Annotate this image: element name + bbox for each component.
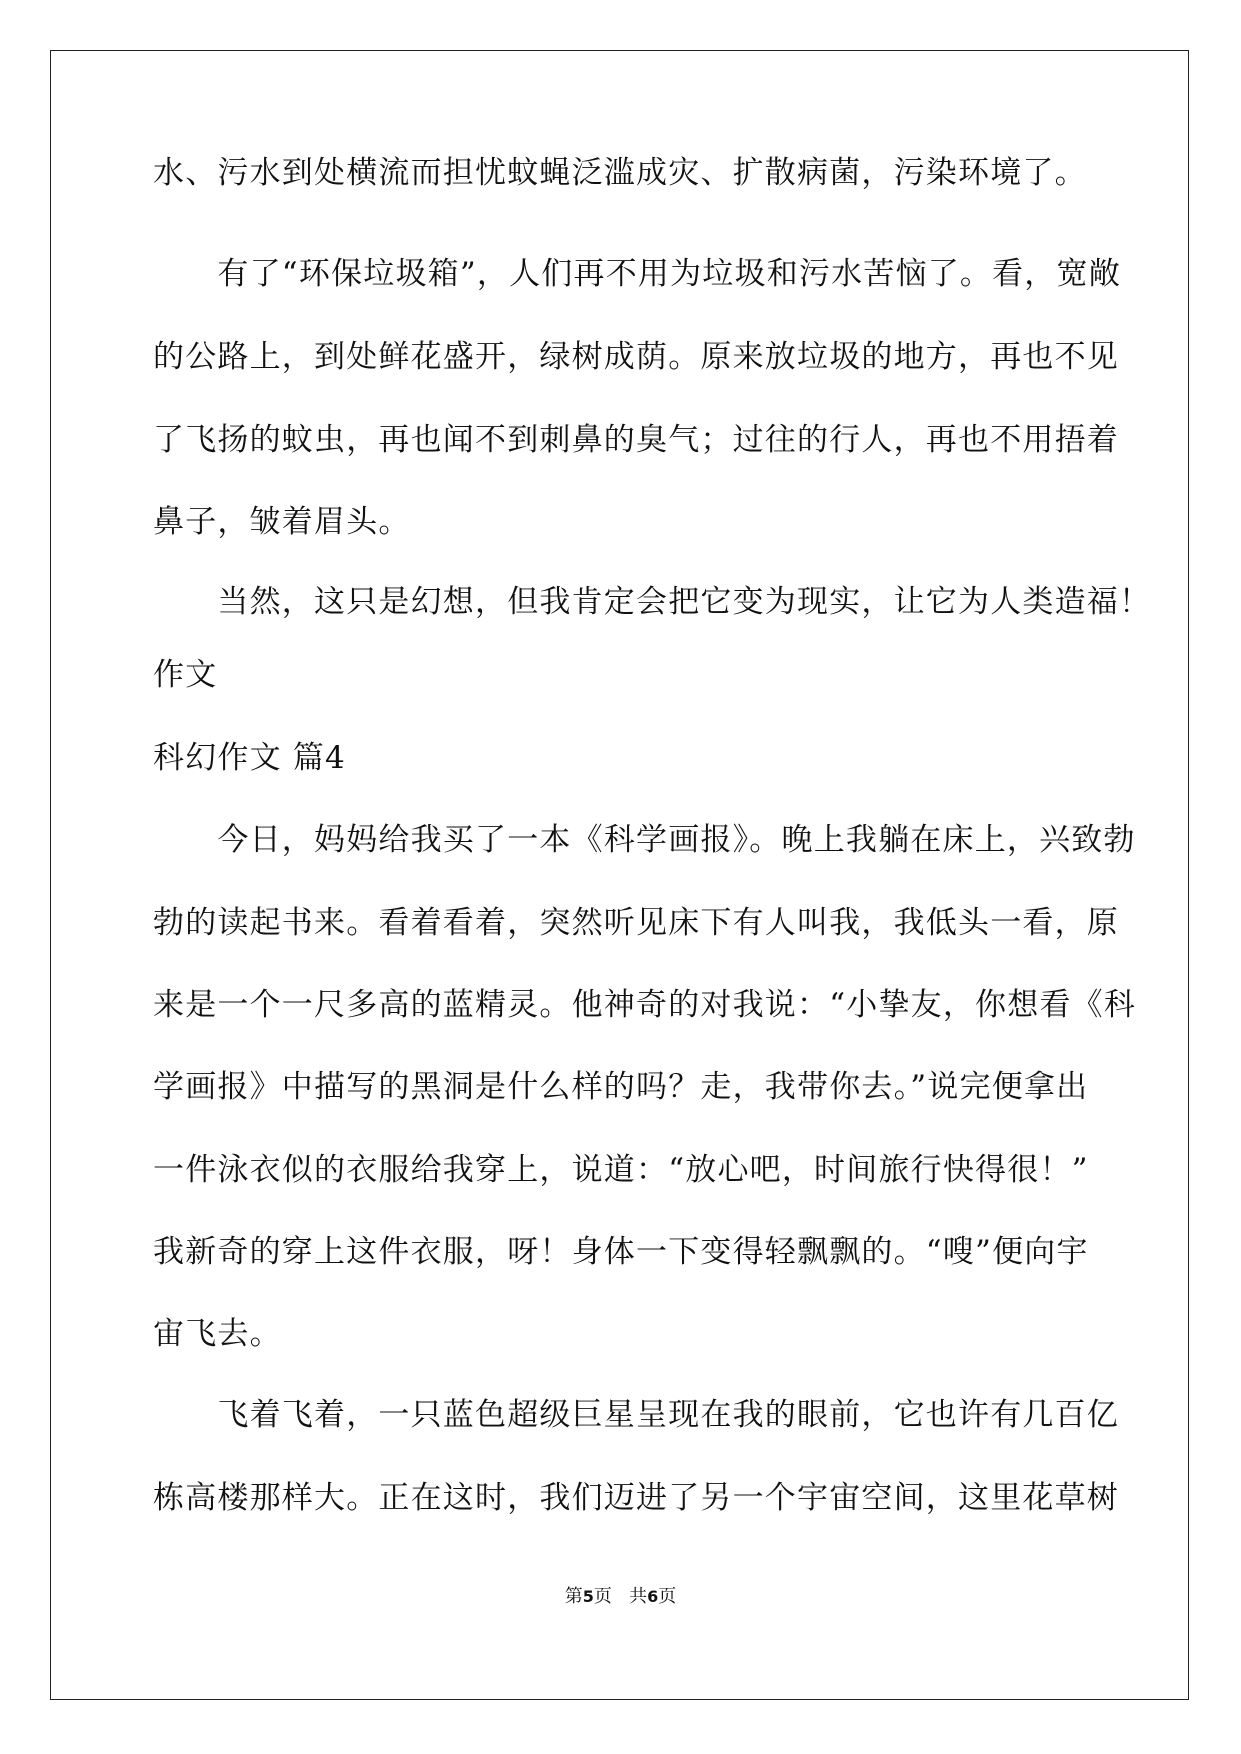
- footer-page-suffix: 页: [593, 1586, 612, 1607]
- text-line: 今日，妈妈给我买了一本《科学画报》。晚上我躺在床上，兴致勃: [153, 822, 1136, 858]
- text-line: 宙飞去。: [153, 1316, 282, 1352]
- page-footer: [0, 1585, 1241, 1609]
- text-line: 一件泳衣似的衣服给我穿上，说道：“放心吧，时间旅行快得很！”: [153, 1152, 1089, 1188]
- page-total: 6: [647, 1587, 659, 1606]
- footer-total-suffix: 页: [658, 1586, 677, 1607]
- text-line: 了飞扬的蚊虫，再也闻不到刺鼻的臭气；过往的行人，再也不用捂着: [153, 422, 1119, 458]
- text-line: 鼻子，皱着眉头。: [153, 504, 411, 540]
- footer-total-prefix: 共: [629, 1586, 648, 1607]
- page-border: [50, 50, 1189, 1700]
- text-line: 水、污水到处横流而担忧蚊蝇泛滥成灾、扩散病菌，污染环境了。: [153, 155, 1087, 191]
- page-number: 5: [582, 1587, 594, 1606]
- text-line: 我新奇的穿上这件衣服，呀！身体一下变得轻飘飘的。“嗖”便向宇: [153, 1234, 1089, 1270]
- text-line: 的公路上，到处鲜花盛开，绿树成荫。原来放垃圾的地方，再也不见: [153, 339, 1119, 375]
- text-line: 作文: [153, 657, 218, 693]
- text-line: 勃的读起书来。看着看着，突然听见床下有人叫我，我低头一看，原: [153, 905, 1119, 941]
- text-line: 栋高楼那样大。正在这时，我们迈进了另一个宇宙空间，这里花草树: [153, 1480, 1119, 1516]
- text-line: 飞着飞着，一只蓝色超级巨星呈现在我的眼前，它也许有几百亿: [153, 1397, 1119, 1433]
- footer-prefix: 第: [564, 1586, 583, 1607]
- text-line: 来是一个一尺多高的蓝精灵。他神奇的对我说：“小挚友，你想看《科: [153, 987, 1137, 1023]
- text-line: 有了“环保垃圾箱”，人们再不用为垃圾和污水苦恼了。看，宽敞: [153, 256, 1121, 292]
- section-heading: 科幻作文 篇4: [153, 740, 346, 776]
- text-line: 学画报》中描写的黑洞是什么样的吗？走，我带你去。”说完便拿出: [153, 1069, 1089, 1105]
- text-line: 当然，这只是幻想，但我肯定会把它变为现实，让它为人类造福！: [153, 584, 1152, 620]
